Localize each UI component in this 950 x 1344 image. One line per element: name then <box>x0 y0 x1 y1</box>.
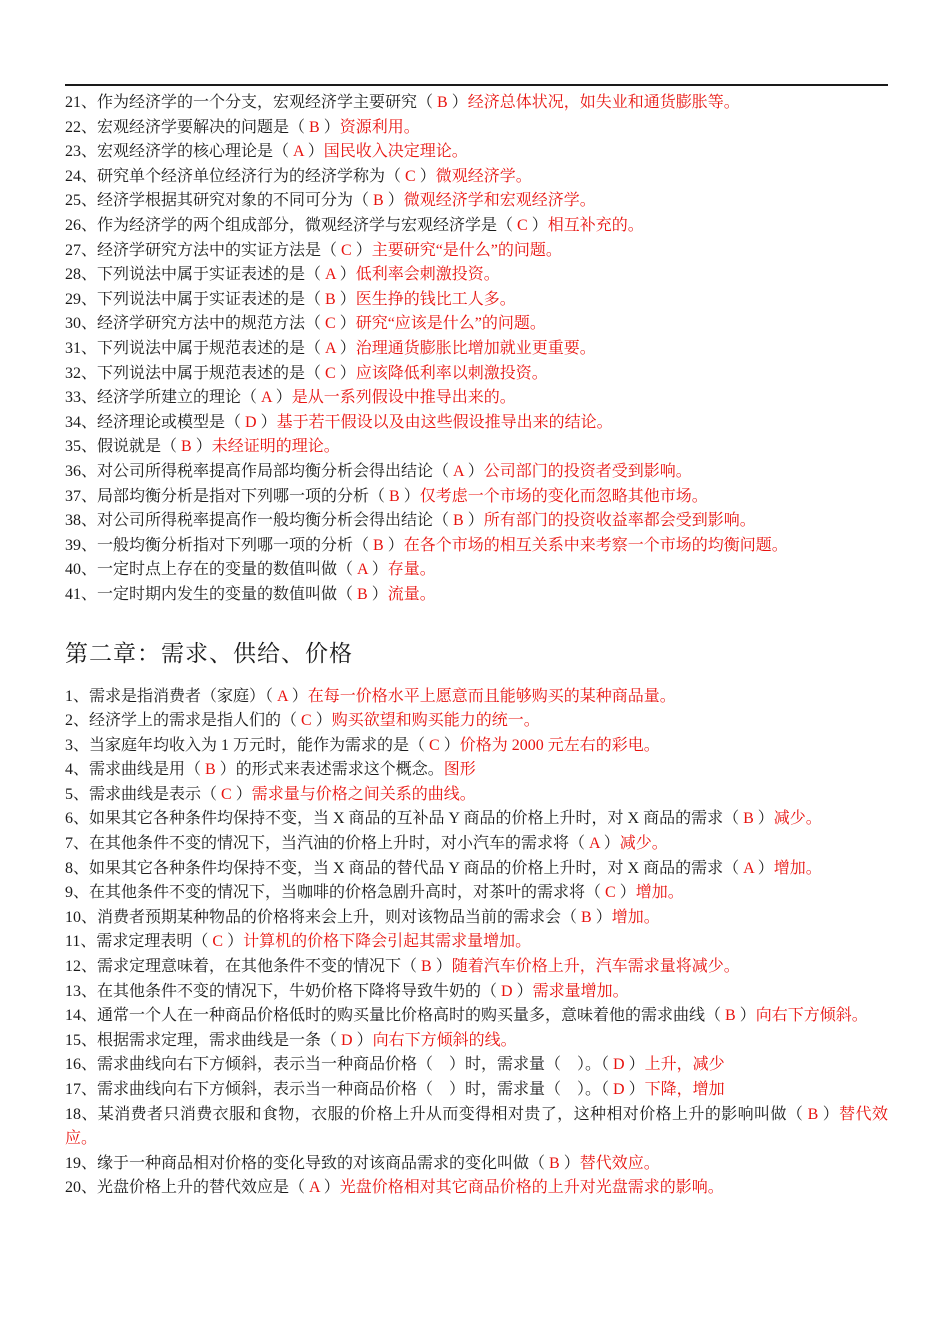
answer-text: 向右下方倾斜的线。 <box>372 1031 517 1049</box>
question-text: 19、缘于一种商品相对价格的变化导致的对该商品需求的变化叫做（ <box>65 1154 550 1172</box>
answer-text: 流量。 <box>387 585 436 603</box>
question-text: 14、通常一个人在一种商品价格低时的购买量比价格高时的购买量多，意味着他的需求曲线（ <box>65 1007 726 1025</box>
question-line <box>65 485 888 510</box>
question-text: 31、下列说法中属于规范表述的是（ <box>65 339 326 357</box>
answer-text: A <box>325 339 336 357</box>
answer-text: 随着汽车价格上升，汽车需求量将减少。 <box>451 958 740 976</box>
question-text: 2、经济学上的需求是指人们的（ <box>65 712 302 730</box>
question-line <box>65 435 888 460</box>
question-text: ） <box>335 339 356 357</box>
answer-text: B <box>581 908 592 926</box>
question-text: ） <box>753 810 774 828</box>
answer-text: A <box>261 389 272 407</box>
answer-text: C <box>405 167 416 185</box>
question-line <box>65 558 888 583</box>
answer-text: 相互补充的。 <box>547 216 644 234</box>
question-text: ） <box>599 835 620 853</box>
question-text: ） <box>527 216 548 234</box>
answer-text: 基于若干假设以及由这些假设推导出来的结论。 <box>276 413 613 431</box>
answer-text: 替代效应。 <box>579 1154 660 1172</box>
question-text: ） <box>415 167 436 185</box>
question-line <box>65 239 888 264</box>
question-text: ） <box>399 487 420 505</box>
question-line <box>65 189 888 214</box>
question-text: ） <box>352 1031 373 1049</box>
question-text: ） <box>624 1056 645 1074</box>
answer-text: 图形 <box>443 761 476 779</box>
question-line <box>65 165 888 190</box>
answer-text: 光盘价格相对其它商品价格的上升对光盘需求的影响。 <box>339 1179 724 1197</box>
answer-text: D <box>613 1056 625 1074</box>
question-text: ） <box>335 290 356 308</box>
answer-text: 公司部门的投资者受到影响。 <box>483 462 692 480</box>
question-text: ） <box>439 736 460 754</box>
answer-text: 是从一系列假设中推导出来的。 <box>291 389 516 407</box>
question-text: 17、需求曲线向右下方倾斜，表示当一种商品价格（ ）时，需求量（ ）。（ <box>65 1081 614 1099</box>
question-line <box>65 337 888 362</box>
answer-text: 在每一价格水平上愿意而且能够购买的某种商品量。 <box>307 687 676 705</box>
question-line <box>65 1103 888 1152</box>
question-line <box>65 583 888 608</box>
question-line <box>65 116 888 141</box>
chapter2-question-list <box>65 685 888 1201</box>
question-text: ） <box>512 982 533 1000</box>
answer-text: B <box>807 1105 819 1123</box>
answer-text: 减少。 <box>619 835 668 853</box>
question-line <box>65 758 888 783</box>
question-text: ） <box>735 1007 756 1025</box>
question-text: 5、需求曲线是表示（ <box>65 785 222 803</box>
question-text: 27、经济学研究方法中的实证方法是（ <box>65 241 342 259</box>
question-text: 39、一般均衡分析指对下列哪一项的分析（ <box>65 536 374 554</box>
answer-text: B <box>421 958 432 976</box>
answer-text: 向右下方倾斜。 <box>755 1007 868 1025</box>
question-text: ） <box>271 389 292 407</box>
question-line <box>65 783 888 808</box>
question-text: ） <box>818 1105 840 1123</box>
question-text: ）的形式来表述需求这个概念。 <box>215 761 444 779</box>
question-line <box>65 857 888 882</box>
question-text: 7、在其他条件不变的情况下，当汽油的价格上升时，对小汽车的需求将（ <box>65 835 590 853</box>
answer-text: B <box>325 290 336 308</box>
question-line <box>65 411 888 436</box>
answer-text: D <box>613 1081 625 1099</box>
question-line <box>65 263 888 288</box>
answer-text: 增加。 <box>635 884 684 902</box>
question-text: 1、需求是指消费者（家庭）（ <box>65 687 278 705</box>
question-text: 26、作为经济学的两个组成部分，微观经济学与宏观经济学是（ <box>65 216 518 234</box>
answer-text: B <box>181 438 192 456</box>
question-line <box>65 709 888 734</box>
answer-text: C <box>325 364 336 382</box>
answer-text: 下降，增加 <box>644 1081 725 1099</box>
question-text: 4、需求曲线是用（ <box>65 761 206 779</box>
question-text: ） <box>231 785 252 803</box>
question-text: ） <box>287 687 308 705</box>
answer-text: A <box>357 561 368 579</box>
question-text: ） <box>447 94 468 111</box>
answer-text: D <box>341 1031 353 1049</box>
answer-text: B <box>389 487 400 505</box>
question-text: ） <box>335 315 356 333</box>
question-line <box>65 534 888 559</box>
question-line <box>65 930 888 955</box>
answer-text: 研究“应该是什么”的问题。 <box>355 315 546 333</box>
answer-text: B <box>743 810 754 828</box>
answer-text: C <box>221 785 232 803</box>
question-line <box>65 980 888 1005</box>
question-text: ） <box>319 1179 340 1197</box>
page-top-rule <box>65 84 888 86</box>
answer-text: A <box>325 266 336 284</box>
question-text: ） <box>367 561 388 579</box>
answer-text: B <box>437 94 448 111</box>
question-text: 9、在其他条件不变的情况下，当咖啡的价格急剧升高时，对茶叶的需求将（ <box>65 884 606 902</box>
answer-text: B <box>725 1007 736 1025</box>
answer-text: C <box>605 884 616 902</box>
answer-text: C <box>517 216 528 234</box>
answer-text: A <box>453 462 464 480</box>
question-text: 28、下列说法中属于实证表述的是（ <box>65 266 326 284</box>
question-text: ） <box>303 143 324 161</box>
question-text: ） <box>335 266 356 284</box>
question-text: 20、光盘价格上升的替代效应是（ <box>65 1179 310 1197</box>
answer-text: 需求量增加。 <box>532 982 629 1000</box>
answer-text: D <box>501 982 513 1000</box>
answer-text: 治理通货膨胀比增加就业更重要。 <box>355 339 596 357</box>
answer-text: A <box>277 687 288 705</box>
answer-text: D <box>245 413 257 431</box>
answer-text: 仅考虑一个市场的变化而忽略其他市场。 <box>419 487 708 505</box>
answer-text: A <box>589 835 600 853</box>
answer-text: 国民收入决定理论。 <box>323 143 468 161</box>
question-line <box>65 362 888 387</box>
question-text: 24、研究单个经济单位经济行为的经济学称为（ <box>65 167 406 185</box>
answer-text: B <box>309 118 320 136</box>
question-text: ） <box>351 241 372 259</box>
answer-text: 增加。 <box>773 859 822 877</box>
question-line <box>65 734 888 759</box>
question-text: ） <box>191 438 212 456</box>
question-line <box>65 386 888 411</box>
question-text: ） <box>591 908 612 926</box>
question-text: ） <box>223 933 244 951</box>
question-line <box>65 1004 888 1029</box>
question-text: 21、作为经济学的一个分支，宏观经济学主要研究（ <box>65 94 438 111</box>
answer-text: B <box>453 512 464 530</box>
question-text: 36、对公司所得税率提高作局部均衡分析会得出结论（ <box>65 462 454 480</box>
chapter1-question-list <box>65 91 888 607</box>
question-text: 30、经济学研究方法中的规范方法（ <box>65 315 326 333</box>
question-text: 40、一定时点上存在的变量的数值叫做（ <box>65 561 358 579</box>
question-text: 38、对公司所得税率提高作一般均衡分析会得出结论（ <box>65 512 454 530</box>
question-text: 6、如果其它各种条件均保持不变，当 X 商品的互补品 Y 商品的价格上升时，对 X 商品的需求（ <box>65 810 744 828</box>
answer-text: A <box>293 143 304 161</box>
question-text: 13、在其他条件不变的情况下，牛奶价格下降将导致牛奶的（ <box>65 982 502 1000</box>
answer-text: 未经证明的理论。 <box>211 438 340 456</box>
question-text: ） <box>335 364 356 382</box>
question-line <box>65 288 888 313</box>
question-text: ） <box>624 1081 645 1099</box>
question-text: ） <box>311 712 332 730</box>
question-line <box>65 881 888 906</box>
question-text: ） <box>383 192 404 210</box>
answer-text: C <box>301 712 312 730</box>
question-text: 33、经济学所建立的理论（ <box>65 389 262 407</box>
question-line <box>65 460 888 485</box>
answer-text: C <box>325 315 336 333</box>
question-line <box>65 832 888 857</box>
question-line <box>65 1176 888 1201</box>
question-text: 25、经济学根据其研究对象的不同可分为（ <box>65 192 374 210</box>
question-text: ） <box>559 1154 580 1172</box>
question-text: 10、消费者预期某种物品的价格将来会上升，则对该物品当前的需求会（ <box>65 908 582 926</box>
question-text: ） <box>431 958 452 976</box>
answer-text: 微观经济学。 <box>435 167 532 185</box>
answer-text: 资源利用。 <box>339 118 420 136</box>
question-text: ） <box>367 585 388 603</box>
answer-text: B <box>373 536 384 554</box>
question-text: 22、宏观经济学要解决的问题是（ <box>65 118 310 136</box>
question-text: 18、某消费者只消费衣服和食物，衣服的价格上升从而变得相对贵了，这种相对价格上升的影响叫做（ <box>65 1105 808 1123</box>
question-text: 32、下列说法中属于规范表述的是（ <box>65 364 326 382</box>
question-text: ） <box>383 536 404 554</box>
answer-text: 所有部门的投资收益率都会受到影响。 <box>483 512 756 530</box>
question-text: 16、需求曲线向右下方倾斜，表示当一种商品价格（ ）时，需求量（ ）。（ <box>65 1056 614 1074</box>
question-text: ） <box>463 462 484 480</box>
question-text: ） <box>463 512 484 530</box>
answer-text: 价格为 2000 元左右的彩电。 <box>459 736 660 754</box>
answer-text: 在各个市场的相互关系中来考察一个市场的均衡问题。 <box>403 536 788 554</box>
question-text: 3、当家庭年均收入为 1 万元时，能作为需求的是（ <box>65 736 430 754</box>
question-line <box>65 312 888 337</box>
question-text: 34、经济理论或模型是（ <box>65 413 246 431</box>
question-text: 11、需求定理表明（ <box>65 933 213 951</box>
question-text: 12、需求定理意味着，在其他条件不变的情况下（ <box>65 958 422 976</box>
answer-text: B <box>373 192 384 210</box>
answer-text: 应该降低利率以刺激投资。 <box>355 364 548 382</box>
answer-text: C <box>212 933 224 951</box>
question-line <box>65 685 888 710</box>
question-line <box>65 955 888 980</box>
question-line <box>65 807 888 832</box>
answer-text: 经济总体状况，如失业和通货膨胀等。 <box>467 94 740 111</box>
question-text: ） <box>753 859 774 877</box>
question-line <box>65 906 888 931</box>
answer-text: 替代效应。 <box>65 1105 888 1148</box>
question-text: 41、一定时期内发生的变量的数值叫做（ <box>65 585 358 603</box>
question-line <box>65 509 888 534</box>
question-line <box>65 1078 888 1103</box>
answer-text: A <box>309 1179 320 1197</box>
question-text: ） <box>319 118 340 136</box>
answer-text: 减少。 <box>773 810 822 828</box>
answer-text: 增加。 <box>611 908 660 926</box>
question-text: ） <box>615 884 636 902</box>
answer-text: B <box>205 761 216 779</box>
answer-text: 微观经济学和宏观经济学。 <box>403 192 596 210</box>
answer-text: B <box>357 585 368 603</box>
question-text: 23、宏观经济学的核心理论是（ <box>65 143 294 161</box>
question-text: 35、假说就是（ <box>65 438 182 456</box>
answer-text: 低利率会刺激投资。 <box>355 266 500 284</box>
answer-text: 计算机的价格下降会引起其需求量增加。 <box>243 933 532 951</box>
answer-text: B <box>549 1154 560 1172</box>
answer-text: A <box>743 859 754 877</box>
answer-text: 需求量与价格之间关系的曲线。 <box>251 785 476 803</box>
question-line <box>65 214 888 239</box>
answer-text: 主要研究“是什么”的问题。 <box>371 241 562 259</box>
question-line <box>65 1053 888 1078</box>
question-text: 29、下列说法中属于实证表述的是（ <box>65 290 326 308</box>
question-line <box>65 140 888 165</box>
answer-text: C <box>429 736 440 754</box>
answer-text: 存量。 <box>387 561 436 579</box>
question-line <box>65 1152 888 1177</box>
answer-text: 购买欲望和购买能力的统一。 <box>331 712 540 730</box>
question-text: 15、根据需求定理，需求曲线是一条（ <box>65 1031 342 1049</box>
question-text: ） <box>256 413 277 431</box>
answer-text: 上升，减少 <box>644 1056 725 1074</box>
question-text: 37、局部均衡分析是指对下列哪一项的分析（ <box>65 487 390 505</box>
chapter2-heading: 第二章：需求、供给、价格 <box>65 641 353 667</box>
answer-text: 医生挣的钱比工人多。 <box>355 290 516 308</box>
question-line <box>65 91 888 116</box>
question-line <box>65 1029 888 1054</box>
question-text: 8、如果其它各种条件均保持不变，当 X 商品的替代品 Y 商品的价格上升时，对 X 商品的需求（ <box>65 859 744 877</box>
answer-text: C <box>341 241 352 259</box>
